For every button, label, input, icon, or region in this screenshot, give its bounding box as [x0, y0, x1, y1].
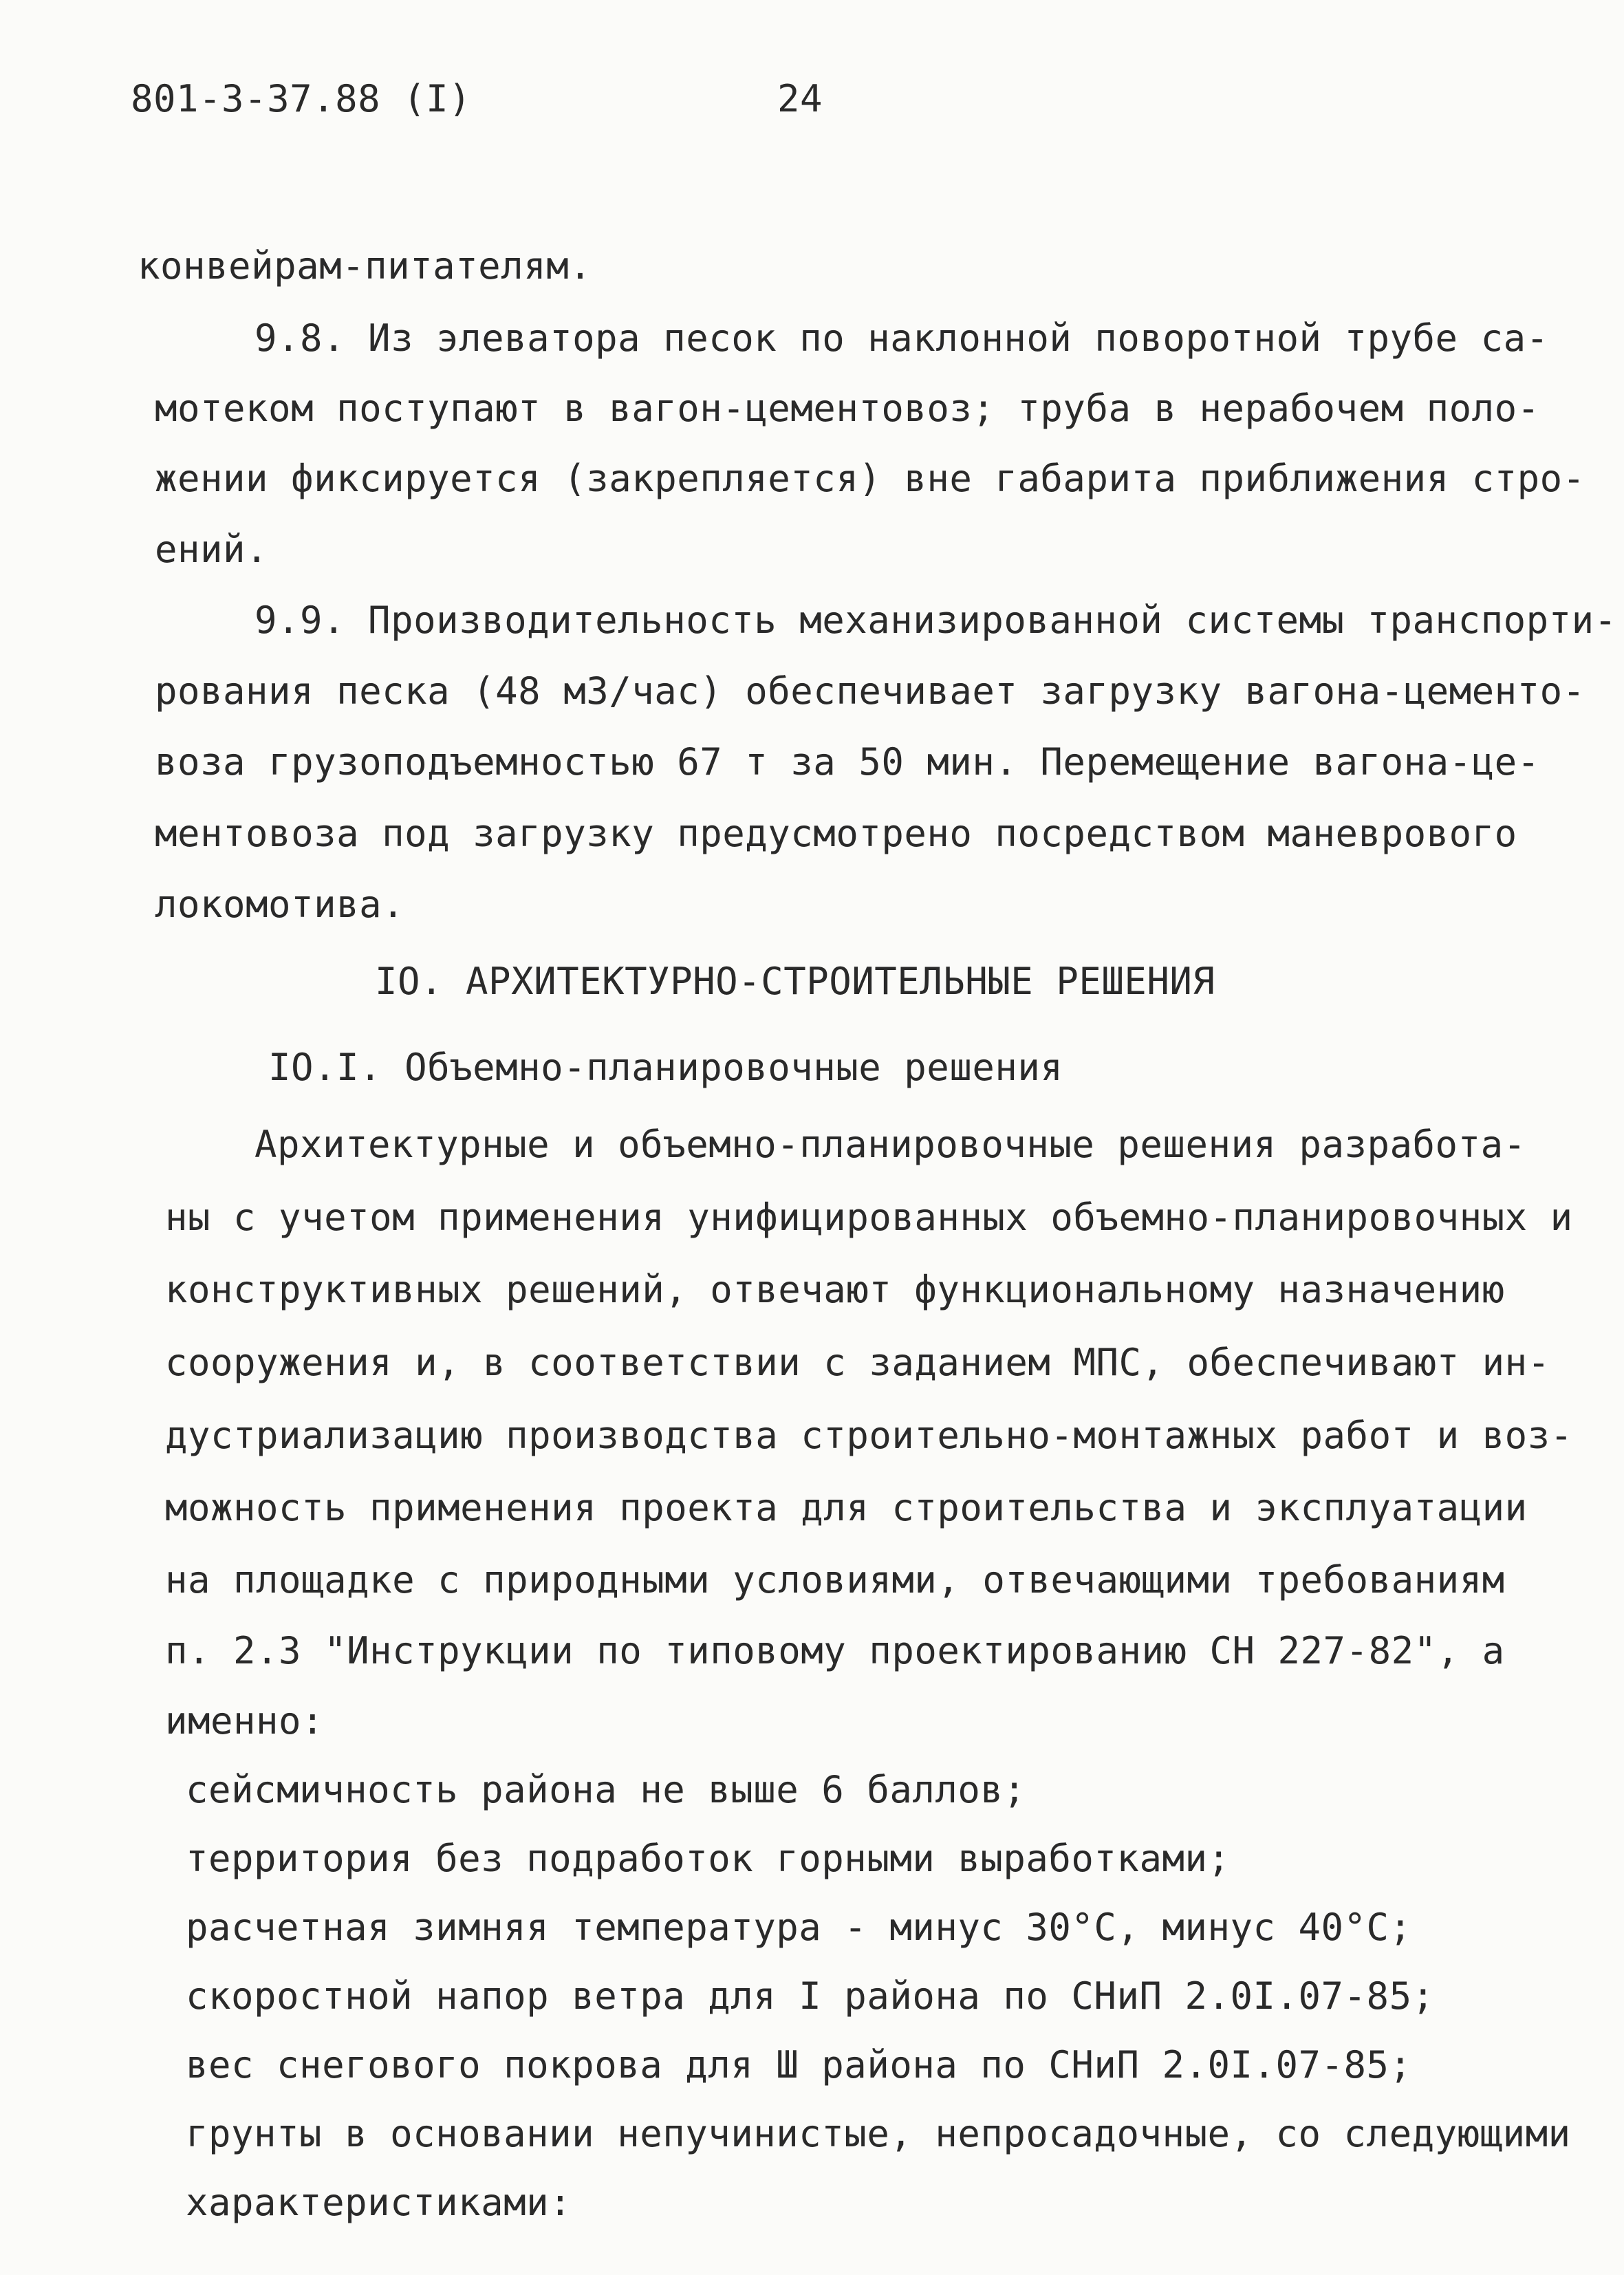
- text-line: на площадке с природными условиями, отвечающими требованиям: [165, 1558, 1505, 1602]
- text-line: локомотива.: [155, 883, 405, 926]
- list-item: характеристиками:: [186, 2181, 572, 2224]
- text-line: именно:: [165, 1699, 325, 1743]
- text-line: конвейрам-питателям.: [138, 244, 592, 288]
- text-line: рования песка (48 м3/час) обеспечивает загрузку вагона-цементо-: [155, 669, 1585, 713]
- section-heading: IO. АРХИТЕКТУРНО-СТРОИТЕЛЬНЫЕ РЕШЕНИЯ: [375, 960, 1215, 1003]
- text-line: воза грузоподъемностью 67 т за 50 мин. Перемещение вагона-це-: [155, 740, 1540, 784]
- list-item: расчетная зимняя температура - минус 30°С, минус 40°С;: [186, 1906, 1412, 1949]
- text-line: ны с учетом применения унифицированных объемно-планировочных и: [165, 1196, 1573, 1239]
- text-line: Архитектурные и объемно-планировочные решения разработа-: [255, 1123, 1526, 1166]
- list-item: скоростной напор ветра для I района по СНиП 2.0I.07-85;: [186, 1974, 1435, 2018]
- text-line: конструктивных решений, отвечают функциональному назначению: [165, 1268, 1505, 1311]
- subsection-heading: IO.I. Объемно-планировочные решения: [268, 1046, 1063, 1089]
- text-line: ментовоза под загрузку предусмотрено посредством маневрового: [155, 812, 1517, 855]
- text-line: мотеком поступают в вагон-цементовоз; труба в нерабочем поло-: [155, 387, 1540, 430]
- text-line: п. 2.3 "Инструкции по типовому проектированию СН 227-82", а: [165, 1629, 1505, 1672]
- list-item: грунты в основании непучинистые, непросадочные, со следующими: [186, 2112, 1571, 2155]
- list-item: сейсмичность района не выше 6 баллов;: [186, 1768, 1026, 1811]
- page-number: 24: [777, 77, 823, 120]
- text-line: сооружения и, в соответствии с заданием МПС, обеспечивают ин-: [165, 1341, 1550, 1384]
- text-line: жении фиксируется (закрепляется) вне габарита приближения стро-: [155, 457, 1585, 500]
- text-line: 9.9. Производительность механизированной системы транспорти-: [255, 599, 1617, 642]
- text-line: 9.8. Из элеватора песок по наклонной поворотной трубе са-: [255, 316, 1549, 360]
- text-line: дустриализацию производства строительно-монтажных работ и воз-: [165, 1414, 1573, 1457]
- list-item: территория без подработок горными выработками;: [186, 1837, 1231, 1880]
- list-item: вес снегового покрова для Ш района по СНиП 2.0I.07-85;: [186, 2043, 1412, 2087]
- document-code: 801-3-37.88 (I): [131, 77, 472, 120]
- text-line: ений.: [155, 528, 269, 571]
- text-line: можность применения проекта для строительства и эксплуатации: [165, 1486, 1528, 1529]
